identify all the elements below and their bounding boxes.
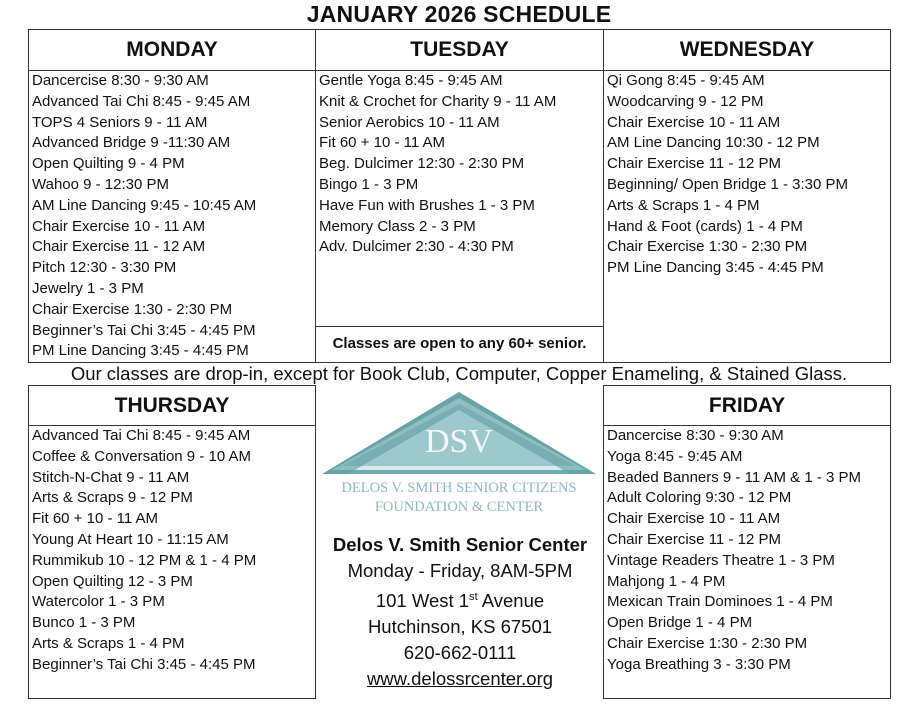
- schedule-item: Bingo 1 - 3 PM: [319, 175, 419, 193]
- schedule-item: Arts & Scraps 9 - 12 PM: [32, 489, 193, 507]
- senior-note: Classes are open to any 60+ senior.: [316, 326, 603, 362]
- monday-box: [28, 29, 316, 363]
- monday-list: [29, 71, 315, 362]
- logo-line2: FOUNDATION & CENTER: [374, 499, 544, 515]
- friday-box: [603, 385, 891, 699]
- schedule-item: Woodcarving 9 - 12 PM: [607, 92, 764, 110]
- center-website-link[interactable]: www.delossrcenter.org: [366, 668, 554, 690]
- friday-list: [604, 426, 890, 676]
- center-phone: 620-662-0111: [403, 642, 517, 664]
- schedule-item: Adv. Dulcimer 2:30 - 4:30 PM: [319, 238, 514, 256]
- tuesday-list: [316, 71, 603, 258]
- schedule-item: Mexican Train Dominoes 1 - 4 PM: [607, 593, 833, 611]
- schedule-item: Adult Coloring 9:30 - 12 PM: [607, 489, 792, 507]
- schedule-item: Yoga 8:45 - 9:45 AM: [607, 447, 743, 465]
- triangle-logo-icon: [318, 388, 600, 523]
- schedule-item: Chair Exercise 11 - 12 PM: [607, 530, 781, 548]
- schedule-item: Have Fun with Brushes 1 - 3 PM: [319, 196, 535, 214]
- schedule-item: Chair Exercise 11 - 12 AM: [32, 238, 206, 256]
- schedule-item: Beginning/ Open Bridge 1 - 3:30 PM: [607, 175, 848, 193]
- schedule-item: Fit 60 + 10 - 11 AM: [319, 134, 446, 152]
- schedule-item: Memory Class 2 - 3 PM: [319, 217, 476, 235]
- schedule-item: Wahoo 9 - 12:30 PM: [32, 175, 170, 193]
- schedule-item: Bunco 1 - 3 PM: [32, 614, 136, 632]
- schedule-item: Chair Exercise 1:30 - 2:30 PM: [607, 238, 808, 256]
- schedule-item: Pitch 12:30 - 3:30 PM: [32, 259, 177, 277]
- center-address: [316, 584, 604, 614]
- schedule-item: Chair Exercise 11 - 12 PM: [607, 155, 781, 173]
- schedule-item: Chair Exercise 10 - 11 AM: [607, 113, 781, 131]
- schedule-item: Chair Exercise 1:30 - 2:30 PM: [32, 300, 233, 318]
- center-logo: [318, 388, 600, 523]
- schedule-item: Dancercise 8:30 - 9:30 AM: [32, 72, 209, 89]
- schedule-item: AM Line Dancing 10:30 - 12 PM: [607, 134, 820, 152]
- schedule-item: Dancercise 8:30 - 9:30 AM: [607, 427, 784, 444]
- thursday-heading: THURSDAY: [29, 386, 315, 426]
- address-ordinal: st: [469, 591, 478, 603]
- center-name: Delos V. Smith Senior Center: [332, 534, 588, 555]
- thursday-list: [29, 426, 315, 676]
- logo-line1: DELOS V. SMITH SENIOR CITIZENS: [341, 480, 577, 496]
- schedule-item: Young At Heart 10 - 11:15 AM: [32, 530, 229, 548]
- wednesday-heading: WEDNESDAY: [604, 30, 890, 71]
- schedule-item: Qi Gong 8:45 - 9:45 AM: [607, 72, 765, 89]
- dropin-note: Our classes are drop-in, except for Book Club, Computer, Copper Enameling, & Stained Glass.: [70, 363, 848, 384]
- friday-heading: FRIDAY: [604, 386, 890, 426]
- schedule-item: Coffee & Conversation 9 - 10 AM: [32, 447, 252, 465]
- schedule-item: Knit & Crochet for Charity 9 - 11 AM: [319, 92, 557, 110]
- wednesday-list: [604, 71, 890, 279]
- schedule-item: Yoga Breathing 3 - 3:30 PM: [607, 655, 791, 673]
- schedule-item: Jewelry 1 - 3 PM: [32, 279, 144, 297]
- schedule-item: TOPS 4 Seniors 9 - 11 AM: [32, 113, 208, 131]
- logo-monogram: DSV: [424, 423, 494, 460]
- schedule-item: Arts & Scraps 1 - 4 PM: [607, 196, 760, 214]
- schedule-item: PM Line Dancing 3:45 - 4:45 PM: [607, 259, 824, 277]
- schedule-item: Advanced Bridge 9 -11:30 AM: [32, 134, 231, 152]
- tuesday-box: [315, 29, 604, 363]
- schedule-item: Advanced Tai Chi 8:45 - 9:45 AM: [32, 92, 251, 110]
- schedule-item: Watercolor 1 - 3 PM: [32, 593, 165, 611]
- schedule-item: PM Line Dancing 3:45 - 4:45 PM: [32, 342, 249, 360]
- schedule-item: Senior Aerobics 10 - 11 AM: [319, 113, 500, 131]
- schedule-item: Chair Exercise 1:30 - 2:30 PM: [607, 634, 808, 652]
- center-hours: Monday - Friday, 8AM-5PM: [347, 560, 573, 581]
- schedule-item: Open Bridge 1 - 4 PM: [607, 614, 753, 632]
- schedule-item: Hand & Foot (cards) 1 - 4 PM: [607, 217, 803, 235]
- wednesday-box: [603, 29, 891, 363]
- schedule-item: Beginner’s Tai Chi 3:45 - 4:45 PM: [32, 655, 256, 673]
- schedule-item: Advanced Tai Chi 8:45 - 9:45 AM: [32, 427, 251, 444]
- schedule-item: Beg. Dulcimer 12:30 - 2:30 PM: [319, 155, 525, 173]
- page-title: JANUARY 2026 SCHEDULE: [306, 1, 612, 27]
- schedule-item: Open Quilting 9 - 4 PM: [32, 155, 185, 173]
- schedule-item: Fit 60 + 10 - 11 AM: [32, 510, 159, 528]
- address-street: Avenue: [477, 590, 545, 612]
- tuesday-heading: TUESDAY: [316, 30, 603, 71]
- schedule-item: Open Quilting 12 - 3 PM: [32, 572, 193, 590]
- schedule-item: Beginner’s Tai Chi 3:45 - 4:45 PM: [32, 321, 256, 339]
- schedule-item: AM Line Dancing 9:45 - 10:45 AM: [32, 196, 257, 214]
- schedule-item: Beaded Banners 9 - 11 AM & 1 - 3 PM: [607, 468, 862, 486]
- address-number: 101 West 1: [375, 590, 470, 612]
- schedule-item: Stitch-N-Chat 9 - 11 AM: [32, 468, 190, 486]
- center-city: Hutchinson, KS 67501: [367, 616, 553, 638]
- schedule-item: Chair Exercise 10 - 11 AM: [32, 217, 206, 235]
- schedule-item: Mahjong 1 - 4 PM: [607, 572, 726, 590]
- schedule-item: Gentle Yoga 8:45 - 9:45 AM: [319, 72, 503, 89]
- schedule-item: Chair Exercise 10 - 11 AM: [607, 510, 781, 528]
- schedule-item: Arts & Scraps 1 - 4 PM: [32, 634, 185, 652]
- center-info: [316, 532, 604, 692]
- monday-heading: MONDAY: [29, 30, 315, 71]
- schedule-item: Rummikub 10 - 12 PM & 1 - 4 PM: [32, 551, 257, 569]
- thursday-box: [28, 385, 316, 699]
- schedule-item: Vintage Readers Theatre 1 - 3 PM: [607, 551, 835, 569]
